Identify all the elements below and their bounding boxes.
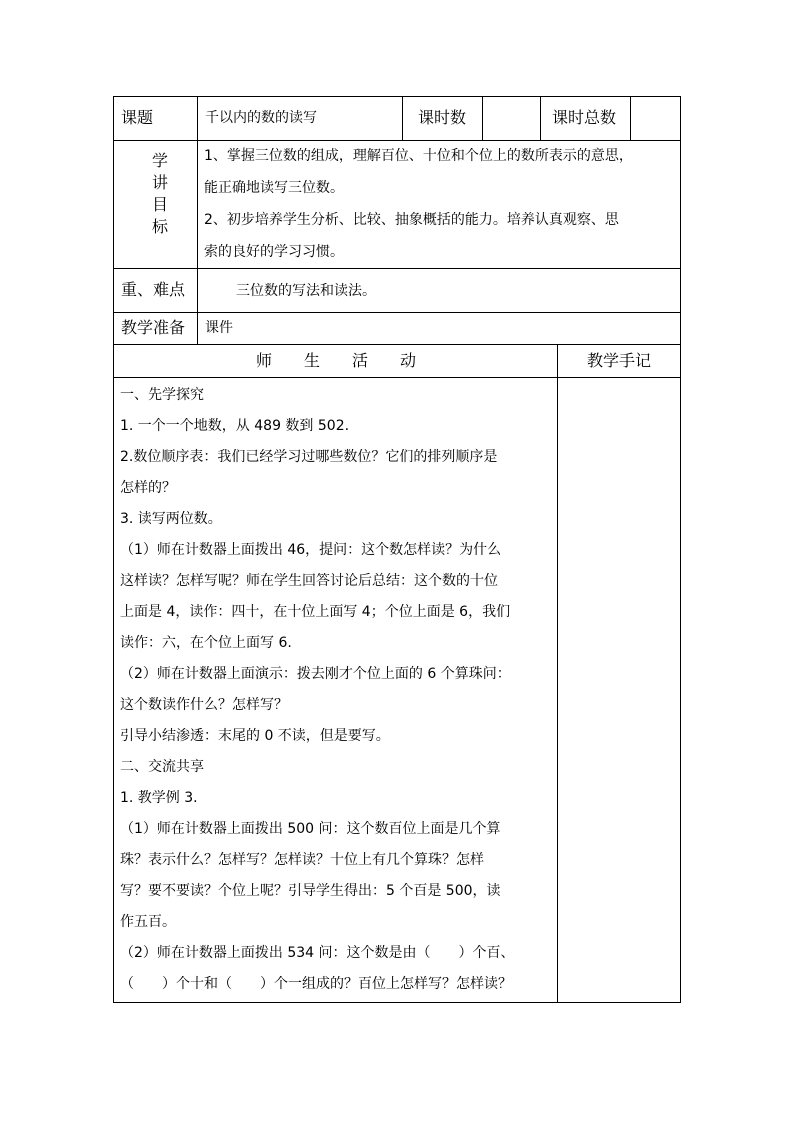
content-line: 这个数读作什么？怎样写？ <box>120 697 288 713</box>
hours-label: 课时数 <box>418 108 467 127</box>
content-line: 一、先学探究 <box>120 387 204 403</box>
objective-line: 1、掌握三位数的组成，理解百位、十位和个位上的数所表示的意思， <box>204 148 633 164</box>
content-line: 珠？表示什么？怎样写？怎样读？十位上有几个算珠？怎样 <box>120 852 484 868</box>
content-line: （ ）个十和（ ）个一组成的？百位上怎样写？怎样读？ <box>120 976 512 992</box>
content-line: 1. 一个一个地数，从 489 数到 502. <box>120 418 350 434</box>
col-divider <box>630 96 631 140</box>
key-points-label: 重、难点 <box>121 280 186 299</box>
col-divider <box>402 96 403 140</box>
objectives-label-char: 标 <box>151 217 168 236</box>
objectives-label <box>120 150 200 238</box>
table-border-left <box>113 96 114 1003</box>
content-line: 怎样的？ <box>120 480 176 496</box>
topic-label: 课题 <box>121 108 154 127</box>
col-divider <box>557 344 558 1003</box>
row-divider <box>113 344 681 345</box>
preparation-label: 教学准备 <box>121 318 186 337</box>
row-divider <box>113 140 681 141</box>
objective-line: 索的良好的学习习惯。 <box>204 244 344 260</box>
objectives-label-char: 学 <box>151 151 168 170</box>
content-line: 写？要不要读？个位上呢？引导学生得出：5 个百是 500，读 <box>120 883 501 899</box>
content-line: 引导小结渗透：末尾的 0 不读，但是要写。 <box>120 728 390 744</box>
table-border-top <box>113 96 681 97</box>
table-border-bottom <box>113 1002 681 1003</box>
activity-header-char: 师 <box>256 351 273 370</box>
content-line: 1. 教学例 3. <box>120 790 198 806</box>
notes-header: 教学手记 <box>587 351 652 370</box>
content-line: （2）师在计数器上面演示：拨去刚才个位上面的 6 个算珠问： <box>120 666 511 682</box>
objective-line: 能正确地读写三位数。 <box>204 180 344 196</box>
topic-value: 千以内的数的读写 <box>205 110 317 126</box>
row-divider <box>113 268 681 269</box>
content-line: （1）师在计数器上面拨出 46，提问：这个数怎样读？为什么 <box>120 542 502 558</box>
activity-header-char: 活 <box>352 351 369 370</box>
content-line: 2.数位顺序表：我们已经学习过哪些数位？它们的排列顺序是 <box>120 449 498 465</box>
preparation-value: 课件 <box>205 320 233 336</box>
table-border-right <box>680 96 681 1003</box>
objectives-label-char: 讲 <box>151 173 168 192</box>
objective-line: 2、初步培养学生分析、比较、抽象概括的能力。培养认真观察、思 <box>204 212 619 228</box>
activity-header-char: 生 <box>304 351 321 370</box>
row-divider <box>113 312 681 313</box>
activity-header-char: 动 <box>400 351 417 370</box>
content-line: 3. 读写两位数。 <box>120 511 222 527</box>
content-line: 作五百。 <box>120 914 176 930</box>
content-line: 二、交流共享 <box>120 759 204 775</box>
content-line: （1）师在计数器上面拨出 500 问：这个数百位上面是几个算 <box>120 821 501 837</box>
content-line: 读作：六，在个位上面写 6. <box>120 635 292 651</box>
col-divider <box>482 96 483 140</box>
objectives-label-char: 目 <box>151 195 168 214</box>
content-line: 这样读？怎样写呢？师在学生回答讨论后总结：这个数的十位 <box>120 573 498 589</box>
total-hours-label: 课时总数 <box>552 108 617 127</box>
row-divider <box>113 377 681 378</box>
content-line: 上面是 4，读作：四十，在十位上面写 4；个位上面是 6，我们 <box>120 604 511 620</box>
content-line: （2）师在计数器上面拨出 534 问：这个数是由（ ）个百、 <box>120 945 515 961</box>
key-points-value: 三位数的写法和读法。 <box>236 283 376 299</box>
col-divider <box>540 96 541 140</box>
